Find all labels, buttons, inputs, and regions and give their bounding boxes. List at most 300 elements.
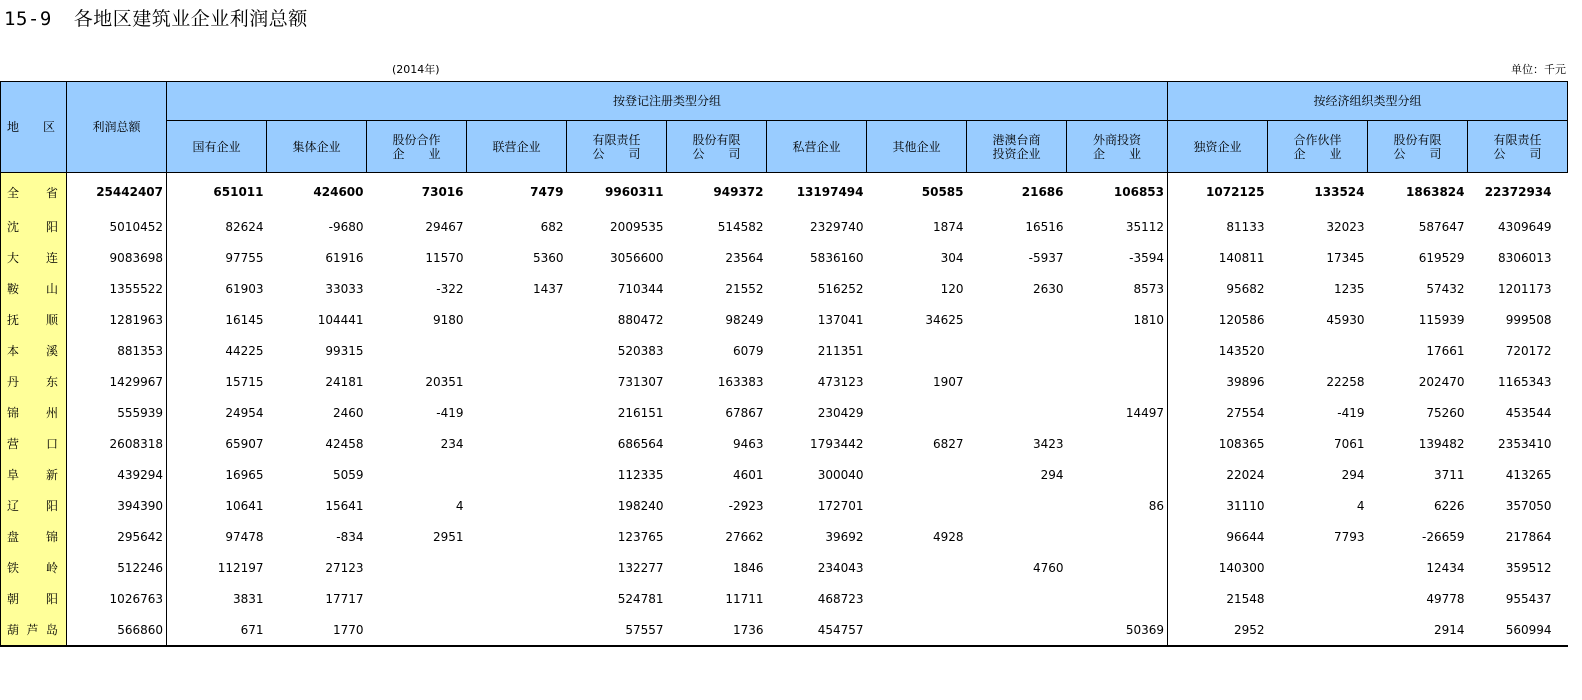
value-cell: 560994 xyxy=(1468,614,1568,646)
column-header-line: 有限责任 xyxy=(1493,132,1542,147)
value-cell: 97755 xyxy=(225,250,264,265)
value-cell: 27662 xyxy=(725,529,764,544)
value-cell: 555939 xyxy=(67,397,167,428)
value-cell xyxy=(1268,552,1368,583)
value-cell: 686564 xyxy=(617,436,664,451)
value-cell: 21686 xyxy=(1021,185,1064,199)
value-cell: 359512 xyxy=(1505,560,1552,575)
value-cell xyxy=(867,614,967,646)
value-cell xyxy=(1067,521,1168,552)
value-cell: 473123 xyxy=(817,374,864,389)
value-cell: 45930 xyxy=(1326,312,1365,327)
region-cell: 阜 新 xyxy=(1,459,67,490)
value-cell: 11570 xyxy=(425,250,464,265)
table-row xyxy=(1,273,1568,304)
value-cell: 731307 xyxy=(617,374,664,389)
value-cell: 3831 xyxy=(232,591,264,606)
column-header-line: 港澳台商 xyxy=(992,132,1041,147)
value-cell: 24954 xyxy=(225,405,264,420)
value-cell: 31110 xyxy=(1226,498,1265,513)
table-row xyxy=(1,614,1568,646)
value-cell: 454757 xyxy=(767,614,867,646)
column-header xyxy=(1067,121,1168,173)
value-cell: 16516 xyxy=(1025,219,1064,234)
value-cell: 32023 xyxy=(1326,219,1365,234)
value-cell: 34625 xyxy=(925,312,964,327)
value-cell: 9960311 xyxy=(605,185,664,199)
region-cell: 沈 阳 xyxy=(1,211,67,242)
value-cell: 413265 xyxy=(1505,467,1552,482)
page-title xyxy=(4,4,308,31)
value-cell: -5937 xyxy=(1028,250,1064,265)
table-row xyxy=(1,211,1568,242)
column-header-line: 联营企业 xyxy=(492,139,541,154)
column-header-line: 公 司 xyxy=(692,146,741,161)
value-cell: 514582 xyxy=(717,219,764,234)
value-cell xyxy=(967,397,1067,428)
value-cell: 7061 xyxy=(1333,436,1365,451)
value-cell: 7479 xyxy=(530,185,564,199)
value-cell: 33033 xyxy=(325,281,364,296)
value-cell: 112197 xyxy=(217,560,264,575)
value-cell: 1770 xyxy=(267,614,367,646)
value-cell: 67867 xyxy=(725,405,764,420)
value-cell: 1072125 xyxy=(1206,185,1265,199)
value-cell xyxy=(1067,583,1168,614)
region-cell: 铁 岭 xyxy=(1,552,67,583)
column-header-line: 股份有限 xyxy=(692,132,741,147)
value-cell: 1437 xyxy=(532,281,564,296)
value-cell: 108365 xyxy=(1218,436,1265,451)
total-header: 利润总额 xyxy=(67,82,167,173)
value-cell: 24181 xyxy=(325,374,364,389)
column-header xyxy=(567,121,667,173)
value-cell: 12434 xyxy=(1426,560,1465,575)
value-cell: 16965 xyxy=(225,467,264,482)
column-header-line: 有限责任 xyxy=(592,132,641,147)
value-cell xyxy=(1268,614,1368,646)
value-cell: 1846 xyxy=(732,560,764,575)
value-cell xyxy=(967,366,1067,397)
value-cell: 35112 xyxy=(1067,211,1168,242)
value-cell: 143520 xyxy=(1218,343,1265,358)
value-cell: 512246 xyxy=(67,552,167,583)
value-cell: 955437 xyxy=(1505,591,1552,606)
column-header xyxy=(667,121,767,173)
value-cell xyxy=(467,335,567,366)
value-cell: 2951 xyxy=(432,529,464,544)
table-row xyxy=(1,366,1568,397)
value-cell: 50369 xyxy=(1067,614,1168,646)
value-cell: 29467 xyxy=(425,219,464,234)
column-header-line: 公 司 xyxy=(1393,146,1442,161)
value-cell: 880472 xyxy=(617,312,664,327)
column-header xyxy=(1168,121,1268,173)
value-cell: 2353410 xyxy=(1498,436,1552,451)
value-cell: 7793 xyxy=(1333,529,1365,544)
value-cell xyxy=(1268,583,1368,614)
value-cell: 115939 xyxy=(1418,312,1465,327)
value-cell: 120 xyxy=(940,281,964,296)
value-cell: 17345 xyxy=(1326,250,1365,265)
value-cell: 304 xyxy=(940,250,964,265)
value-cell: 1026763 xyxy=(67,583,167,614)
value-cell: 50585 xyxy=(921,185,964,199)
value-cell: -26659 xyxy=(1421,529,1465,544)
value-cell: 671 xyxy=(167,614,267,646)
value-cell: 2329740 xyxy=(810,219,864,234)
table-number: 15-9 xyxy=(4,8,52,30)
table-row xyxy=(1,583,1568,614)
value-cell: 394390 xyxy=(67,490,167,521)
value-cell: 516252 xyxy=(817,281,864,296)
value-cell: 49778 xyxy=(1426,591,1465,606)
value-cell xyxy=(1067,335,1168,366)
value-cell: 710344 xyxy=(617,281,664,296)
value-cell: 57432 xyxy=(1426,281,1465,296)
value-cell: -834 xyxy=(336,529,364,544)
value-cell: 424600 xyxy=(313,185,364,199)
value-cell xyxy=(467,304,567,335)
column-header xyxy=(167,121,267,173)
column-header-line: 其他企业 xyxy=(892,139,941,154)
value-cell: 25442407 xyxy=(67,173,167,212)
value-cell: 1810 xyxy=(1067,304,1168,335)
value-cell: 8306013 xyxy=(1498,250,1552,265)
region-cell: 锦 州 xyxy=(1,397,67,428)
value-cell: 2630 xyxy=(1032,281,1064,296)
column-header-line: 投资企业 xyxy=(992,146,1041,161)
value-cell: 39692 xyxy=(825,529,864,544)
value-cell: 4 xyxy=(1356,498,1365,513)
value-cell: 8573 xyxy=(1067,273,1168,304)
value-cell: 13197494 xyxy=(796,185,864,199)
value-cell: 86 xyxy=(1067,490,1168,521)
table-row xyxy=(1,335,1568,366)
value-cell xyxy=(867,552,967,583)
value-cell: 39896 xyxy=(1226,374,1265,389)
table-row xyxy=(1,428,1568,459)
value-cell: 137041 xyxy=(817,312,864,327)
value-cell xyxy=(467,366,567,397)
value-cell: 139482 xyxy=(1418,436,1465,451)
value-cell: 17717 xyxy=(325,591,364,606)
value-cell: 230429 xyxy=(817,405,864,420)
value-cell xyxy=(967,614,1067,646)
region-cell: 鞍 山 xyxy=(1,273,67,304)
value-cell: 3711 xyxy=(1433,467,1465,482)
value-cell: 720172 xyxy=(1505,343,1552,358)
column-header-line: 私营企业 xyxy=(792,139,841,154)
value-cell: 61916 xyxy=(325,250,364,265)
value-cell: 217864 xyxy=(1505,529,1552,544)
value-cell: 295642 xyxy=(67,521,167,552)
column-header xyxy=(767,121,867,173)
column-header xyxy=(1468,121,1568,173)
table-row xyxy=(1,173,1568,212)
table-row xyxy=(1,304,1568,335)
region-cell: 营 口 xyxy=(1,428,67,459)
region-cell: 全 省 xyxy=(1,173,67,212)
value-cell: -322 xyxy=(436,281,464,296)
column-header-line: 独资企业 xyxy=(1193,139,1242,154)
region-header: 地 区 xyxy=(1,82,67,173)
column-header-line: 合作伙伴 xyxy=(1293,132,1342,147)
column-header-line: 国有企业 xyxy=(192,139,241,154)
value-cell xyxy=(467,490,567,521)
value-cell: 439294 xyxy=(67,459,167,490)
value-cell: 16145 xyxy=(225,312,264,327)
value-cell: 4 xyxy=(455,498,464,513)
value-cell: 566860 xyxy=(67,614,167,646)
value-cell: 97478 xyxy=(225,529,264,544)
value-cell: 682 xyxy=(540,219,564,234)
value-cell: 96644 xyxy=(1226,529,1265,544)
value-cell xyxy=(367,552,467,583)
value-cell: 211351 xyxy=(817,343,864,358)
column-header-line: 企 业 xyxy=(1293,146,1342,161)
value-cell: 881353 xyxy=(67,335,167,366)
value-cell: 453544 xyxy=(1505,405,1552,420)
value-cell: 22372934 xyxy=(1484,185,1552,199)
value-cell: 27123 xyxy=(325,560,364,575)
value-cell: 999508 xyxy=(1505,312,1552,327)
table-title: 各地区建筑业企业利润总额 xyxy=(73,8,308,30)
value-cell xyxy=(367,335,467,366)
value-cell: 73016 xyxy=(421,185,464,199)
value-cell xyxy=(467,397,567,428)
value-cell xyxy=(867,459,967,490)
value-cell: -9680 xyxy=(328,219,364,234)
value-cell xyxy=(367,583,467,614)
value-cell: 10641 xyxy=(225,498,264,513)
value-cell: 619529 xyxy=(1418,250,1465,265)
year-label: (2014年) xyxy=(392,63,440,76)
value-cell: 23564 xyxy=(725,250,764,265)
table-row xyxy=(1,242,1568,273)
value-cell: 42458 xyxy=(325,436,364,451)
value-cell: 234 xyxy=(440,436,464,451)
value-cell xyxy=(1067,459,1168,490)
value-cell: 6226 xyxy=(1433,498,1465,513)
value-cell xyxy=(367,459,467,490)
column-header xyxy=(267,121,367,173)
value-cell: 15715 xyxy=(225,374,264,389)
column-header xyxy=(867,121,967,173)
value-cell: 44225 xyxy=(225,343,264,358)
value-cell: 4760 xyxy=(1032,560,1064,575)
value-cell: 65907 xyxy=(225,436,264,451)
value-cell: 82624 xyxy=(225,219,264,234)
value-cell: 468723 xyxy=(817,591,864,606)
value-cell: 2952 xyxy=(1168,614,1268,646)
unit-label: 单位：千元 xyxy=(1511,63,1566,76)
region-cell: 盘 锦 xyxy=(1,521,67,552)
value-cell: 57557 xyxy=(567,614,667,646)
value-cell: 6827 xyxy=(932,436,964,451)
value-cell: 172701 xyxy=(817,498,864,513)
value-cell: 98249 xyxy=(725,312,764,327)
value-cell: 1429967 xyxy=(67,366,167,397)
value-cell: 1355522 xyxy=(67,273,167,304)
value-cell: 5836160 xyxy=(810,250,864,265)
column-header-line: 企 业 xyxy=(392,146,441,161)
region-cell: 朝 阳 xyxy=(1,583,67,614)
value-cell: 234043 xyxy=(817,560,864,575)
value-cell xyxy=(967,490,1067,521)
value-cell: -2923 xyxy=(728,498,764,513)
value-cell: 587647 xyxy=(1418,219,1465,234)
value-cell xyxy=(867,397,967,428)
value-cell: 198240 xyxy=(617,498,664,513)
value-cell: 9180 xyxy=(432,312,464,327)
column-header-line: 集体企业 xyxy=(292,139,341,154)
value-cell: 4928 xyxy=(932,529,964,544)
value-cell: 75260 xyxy=(1426,405,1465,420)
value-cell: 294 xyxy=(1341,467,1365,482)
value-cell: 61903 xyxy=(225,281,264,296)
region-cell: 辽 阳 xyxy=(1,490,67,521)
value-cell: 123765 xyxy=(617,529,664,544)
value-cell: 5059 xyxy=(332,467,364,482)
region-cell: 大 连 xyxy=(1,242,67,273)
value-cell: 132277 xyxy=(617,560,664,575)
value-cell: 140811 xyxy=(1218,250,1265,265)
value-cell: 9463 xyxy=(732,436,764,451)
column-header-line: 公 司 xyxy=(592,146,641,161)
value-cell: 120586 xyxy=(1218,312,1265,327)
value-cell: 357050 xyxy=(1505,498,1552,513)
value-cell xyxy=(1067,552,1168,583)
value-cell: 14497 xyxy=(1067,397,1168,428)
value-cell xyxy=(867,335,967,366)
value-cell: 5360 xyxy=(532,250,564,265)
table-row xyxy=(1,552,1568,583)
group-organization-header: 按经济组织类型分组 xyxy=(1168,82,1568,121)
column-header xyxy=(967,121,1067,173)
value-cell: 1793442 xyxy=(810,436,864,451)
value-cell: 20351 xyxy=(425,374,464,389)
value-cell xyxy=(467,428,567,459)
value-cell: 520383 xyxy=(617,343,664,358)
profit-table xyxy=(0,81,1568,647)
value-cell: 1165343 xyxy=(1498,374,1552,389)
value-cell: 9083698 xyxy=(67,242,167,273)
table-row xyxy=(1,490,1568,521)
value-cell: 17661 xyxy=(1426,343,1465,358)
region-cell: 抚 顺 xyxy=(1,304,67,335)
value-cell xyxy=(467,552,567,583)
value-cell: 15641 xyxy=(325,498,364,513)
value-cell: 1874 xyxy=(932,219,964,234)
column-header-line: 外商投资 xyxy=(1092,132,1141,147)
value-cell xyxy=(367,614,467,646)
table-row xyxy=(1,397,1568,428)
region-cell: 本 溪 xyxy=(1,335,67,366)
column-header xyxy=(1368,121,1468,173)
value-cell xyxy=(467,614,567,646)
value-cell: 99315 xyxy=(325,343,364,358)
value-cell: 1201173 xyxy=(1498,281,1552,296)
value-cell: 133524 xyxy=(1314,185,1365,199)
value-cell: 163383 xyxy=(717,374,764,389)
value-cell: 651011 xyxy=(213,185,264,199)
value-cell: 216151 xyxy=(617,405,664,420)
value-cell xyxy=(867,490,967,521)
value-cell: 3056600 xyxy=(610,250,664,265)
value-cell: 4309649 xyxy=(1498,219,1552,234)
column-header-line: 企 业 xyxy=(1092,146,1141,161)
value-cell: 524781 xyxy=(617,591,664,606)
value-cell xyxy=(967,583,1067,614)
group-registration-header: 按登记注册类型分组 xyxy=(167,82,1168,121)
value-cell: 5010452 xyxy=(67,211,167,242)
value-cell: 22258 xyxy=(1326,374,1365,389)
value-cell: 106853 xyxy=(1067,173,1168,212)
value-cell: -419 xyxy=(1337,405,1365,420)
value-cell: 4601 xyxy=(732,467,764,482)
value-cell xyxy=(467,459,567,490)
value-cell: 1736 xyxy=(667,614,767,646)
value-cell: 300040 xyxy=(817,467,864,482)
table-row xyxy=(1,459,1568,490)
value-cell: 294 xyxy=(1040,467,1064,482)
value-cell: 1907 xyxy=(932,374,964,389)
value-cell: 104441 xyxy=(317,312,364,327)
value-cell xyxy=(867,583,967,614)
value-cell: 1863824 xyxy=(1406,185,1465,199)
region-cell: 丹 东 xyxy=(1,366,67,397)
value-cell: 22024 xyxy=(1226,467,1265,482)
value-cell: -419 xyxy=(436,405,464,420)
value-cell xyxy=(467,583,567,614)
value-cell xyxy=(967,335,1067,366)
value-cell xyxy=(967,521,1067,552)
value-cell: 21548 xyxy=(1226,591,1265,606)
value-cell xyxy=(1268,335,1368,366)
value-cell: 21552 xyxy=(725,281,764,296)
column-header xyxy=(467,121,567,173)
value-cell xyxy=(1067,428,1168,459)
column-header-line: 公 司 xyxy=(1493,146,1542,161)
value-cell: 1281963 xyxy=(67,304,167,335)
value-cell: 1235 xyxy=(1333,281,1365,296)
value-cell xyxy=(467,521,567,552)
value-cell: 27554 xyxy=(1226,405,1265,420)
value-cell: 140300 xyxy=(1218,560,1265,575)
value-cell: 2608318 xyxy=(67,428,167,459)
value-cell: -3594 xyxy=(1067,242,1168,273)
value-cell: 2914 xyxy=(1368,614,1468,646)
value-cell: 2460 xyxy=(332,405,364,420)
value-cell: 6079 xyxy=(732,343,764,358)
value-cell: 11711 xyxy=(725,591,764,606)
value-cell: 3423 xyxy=(1032,436,1064,451)
column-header xyxy=(367,121,467,173)
region-cell: 葫 芦 岛 xyxy=(1,614,67,646)
value-cell: 112335 xyxy=(617,467,664,482)
value-cell: 949372 xyxy=(713,185,764,199)
value-cell: 2009535 xyxy=(610,219,664,234)
table-row xyxy=(1,521,1568,552)
value-cell: 81133 xyxy=(1226,219,1265,234)
value-cell: 202470 xyxy=(1418,374,1465,389)
column-header xyxy=(1268,121,1368,173)
value-cell xyxy=(1067,366,1168,397)
column-header-line: 股份合作 xyxy=(392,132,441,147)
value-cell: 95682 xyxy=(1226,281,1265,296)
column-header-line: 股份有限 xyxy=(1393,132,1442,147)
